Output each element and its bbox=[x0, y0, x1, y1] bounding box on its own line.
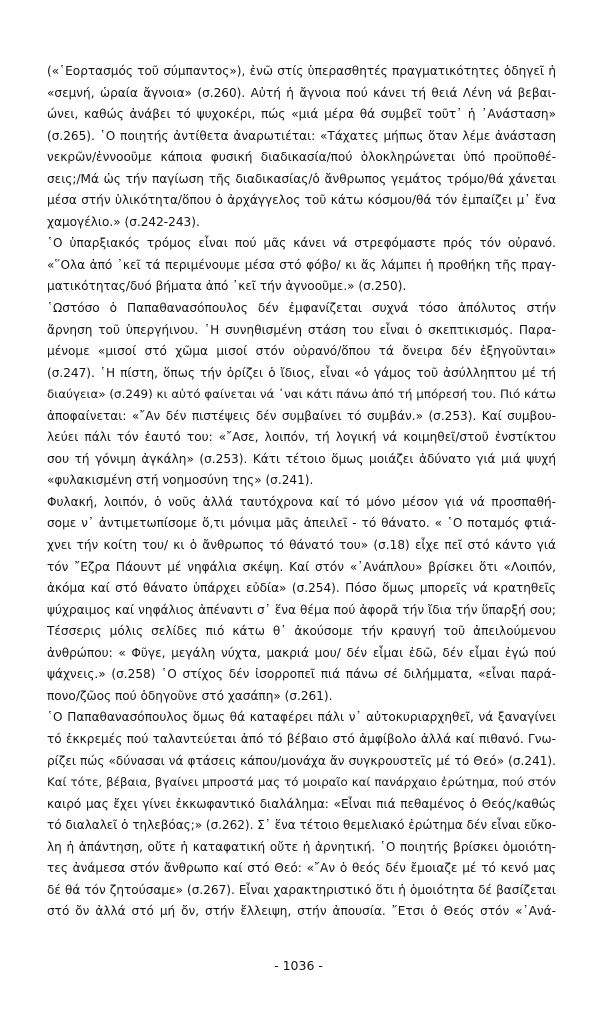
text-line: στό ὄν ἀλλά στό μή ὄν, στήν ἔλλειψη, στήν ἀπουσία. ῎Ετσι ὁ Θεός στόν «᾿Ανά- bbox=[47, 904, 556, 919]
text-line: χαμογέλιο.» (σ.242-243). bbox=[47, 214, 200, 229]
text-line: ἀνθρώπου: « Φῦγε, μεγάλη νύχτα, μακριά μου/ δέν εἶμαι ἐδῶ, δέν εἶμαι ἐγώ πού bbox=[47, 645, 556, 660]
text-line: δέ θά τόν ζητούσαμε» (σ.267). Εἶναι χαρακτηριστικό ὅτι ἡ ὁμοιότητα δέ βασίζεται bbox=[47, 882, 556, 897]
text-line: ώνει, καθώς ἀνάβει τό ψυχοκέρι, πώς «μιά μέρα θά συμβεῖ τοῦτ᾿ ἡ ᾿Ανάσταση» bbox=[47, 107, 556, 122]
body-text bbox=[47, 61, 556, 923]
text-line: ψάχνεις.» (σ.258) ῾Ο στίχος δέν ἰσορροπεῖ πιά πάνω σέ διλήμματα, «εἶναι παρά- bbox=[47, 667, 556, 682]
text-line: τό ἐκκρεμές πού ταλαντεύεται ἀπό τό βέβαιο στό ἀμφίβολο ἀλλά καί πιθανό. Γνω- bbox=[47, 731, 556, 746]
text-line: (σ.247). ῾Η πίστη, ὅπως τήν ὁρίζει ὁ ἴδιος, εἶναι «ὁ γάμος τοῦ ἀσύλληπτου μέ τή bbox=[47, 365, 556, 380]
text-line: «σεμνή, ὡραία ἄγνοια» (σ.260). Αὐτή ἡ ἄγνοια πού κάνει τή θειά Λένη νά βεβαι- bbox=[47, 85, 556, 100]
text-line: ῾Ωστόσο ὁ Παπαθανασόπουλος δέν ἐμφανίζεται συχνά τόσο ἀπόλυτος στήν bbox=[47, 301, 556, 316]
text-line: («῾Εορτασμός τοῦ σύμπαντος»), ἐνῶ στίς ὑπερασθητές πραγματικότητες ὁδηγεῖ ἡ bbox=[47, 64, 556, 78]
text-line: ἀποφαίνεται: «῎Αν δέν πιστέψεις δέν συμβαίνει τό συμβάν.» (σ.253). Καί συμβου- bbox=[47, 408, 556, 423]
text-line: χνει τήν κοίτη του/ κι ὁ ἄνθρωπος τό θάνατό του» (σ.18) εἶχε πεῖ στό κάντο γιά bbox=[47, 538, 556, 553]
text-line: λη ἡ ἀπάντηση, οὔτε ἡ καταφατική οὔτε ἡ ἀρνητική. ῾Ο ποιητής βρίσκει ὁμοιότη- bbox=[47, 839, 556, 854]
text-line: καιρό μας ἔχει γίνει ἐκκωφαντικό διαλάλημα: «Εἶναι πιά πεθαμένος ὁ Θεός/καθώς bbox=[47, 796, 556, 811]
text-line: ρίζει πώς «δύνασαι νά φτάσεις κάπου/μονάχα ἄν συγκρουστεῖς μέ τό Θεό» (σ.241). bbox=[47, 753, 556, 768]
text-line: Τέσσερις μόλις σελίδες πιό κάτω θ᾿ ἀκούσομε τήν κραυγή τοῦ ἀπειλούμενου bbox=[47, 624, 556, 639]
text-line: (σ.265). ῾Ο ποιητής ἀντίθετα ἀναρωτιέται: «Τάχατες μήπως ὅταν λέμε ἀνάσταση bbox=[47, 128, 556, 143]
text-line: ῾Ο ὑπαρξιακός τρόμος εἶναι πού μᾶς κάνει νά στρεφόμαστε πρός τόν οὐρανό. bbox=[47, 236, 556, 251]
text-line: «῞Ολα ἀπό ᾿κεῖ τά περιμένουμε μέσα στό φόβο/ κι ἅς λάμπει ἡ προθήκη τῆς πραγ- bbox=[47, 257, 556, 272]
text-line: ῾Ο Παπαθανασόπουλος ὅμως θά καταφέρει πάλι ν᾿ αὐτοκυριαρχηθεῖ, νά ξαναγίνει bbox=[47, 710, 556, 725]
text-line: τό διαλαλεῖ ὁ τηλεβόας;» (σ.262). Σ᾿ ἕνα τέτοιο θεμελιακό ἐρώτημα δέν εἶναι εὔκο- bbox=[47, 818, 557, 833]
text-line: τες ἀνάμεσα στόν ἄνθρωπο καί στό Θεό: «῎Αν ὁ θεός δέν ἔμοιαζε μέ τό κενό μας bbox=[47, 861, 556, 876]
text-line: πονο/ζῶος πού ὁδηγοῦνε στό χασάπη» (σ.261). bbox=[47, 688, 333, 703]
text-line: μένομε «μισοί στό χῶμα μισοί στόν οὐρανό/ὅπου τά ὄνειρα δέν ἐξηγοῦνται» bbox=[47, 344, 556, 359]
text-line: «φυλακισμένη στή νοημοσύνη της» (σ.241). bbox=[47, 473, 314, 488]
text-line: μέσα στήν ὑλικότητα/ὅπου ὁ ἀρχάγγελος τοῦ κάτω κόσμου/θά τόν ἐμπαίζει μ᾿ ἕνα bbox=[47, 193, 556, 208]
text-line: ματικότητας/δυό βήματα ἀπό ᾿κεῖ τήν ἀγνοοῦμε.» (σ.250). bbox=[47, 279, 407, 294]
text-line: σομε ν᾿ ἀντιμετωπίσομε ὅ,τι μόνιμα μᾶς ἀπειλεῖ - τό θάνατο. « ῾Ο ποταμός φτιά- bbox=[47, 516, 556, 531]
text-line: ἄρνηση τοῦ ὑπεργήινου. ῾Η συνηθισμένη στάση του εἶναι ὁ σκεπτικισμός. Παρα- bbox=[47, 322, 556, 337]
text-line: διαύγεια» (σ.249) κι αὐτό φαίνεται νά ᾿ναι κάτι πάνω ἀπό τή μπόρεσή του. Πιό κάτω bbox=[47, 387, 556, 402]
page-number: - 1036 - bbox=[274, 958, 323, 973]
text-line: λεύει πάλι τόν ἑαυτό του: «῎Ασε, λοιπόν, τή λογική νά κοιμηθεῖ/στοῦ ἐνστίκτου bbox=[47, 430, 556, 445]
text-line: τόν ῎Εζρα Πάουντ μέ νηφάλια σκέψη. Καί στόν «᾿Ανάπλου» βρίσκει ὅτι «Λοιπόν, bbox=[47, 559, 556, 574]
text-line: ἀκόμα καί στό θάνατο ὑπάρχει εὐδία» (σ.254). Πόσο ὅμως μπορεῖς νά κρατηθεῖς bbox=[47, 581, 556, 596]
text-line: ψύχραιμος καί νηφάλιος ἀπέναντι σ᾿ ἕνα θέμα πού ἀφορᾶ τήν ἴδια τήν ὕπαρξή σου; bbox=[47, 602, 556, 617]
text-line: Καί τότε, βέβαια, βγαίνει μπροστά μας τό μοιραῖο καί πανάρχαιο ἐρώτημα, πού στόν bbox=[47, 775, 556, 790]
text-line: νεκρῶν/ἐννοοῦμε κάποια φυσική διαδικασία/πού ὁλοκληρώνεται ὑπό προϋποθέ- bbox=[47, 150, 556, 165]
text-line: Φυλακή, λοιπόν, ὁ νοῦς ἀλλά ταυτόχρονα καί τό μόνο μέσον γιά νά προσπαθή- bbox=[47, 494, 556, 509]
text-line: σεις;/Μά ὡς τήν παγίωση τῆς διαδικασίας/ὁ ἄνθρωπος γεμάτος τρόμο/θά χάνεται bbox=[47, 171, 556, 186]
text-line: σου τή γόνιμη ἀγκάλη» (σ.253). Κάτι τέτοιο ὅμως μοιάζει ἀδύνατο γιά μιά ψυχή bbox=[47, 451, 556, 466]
